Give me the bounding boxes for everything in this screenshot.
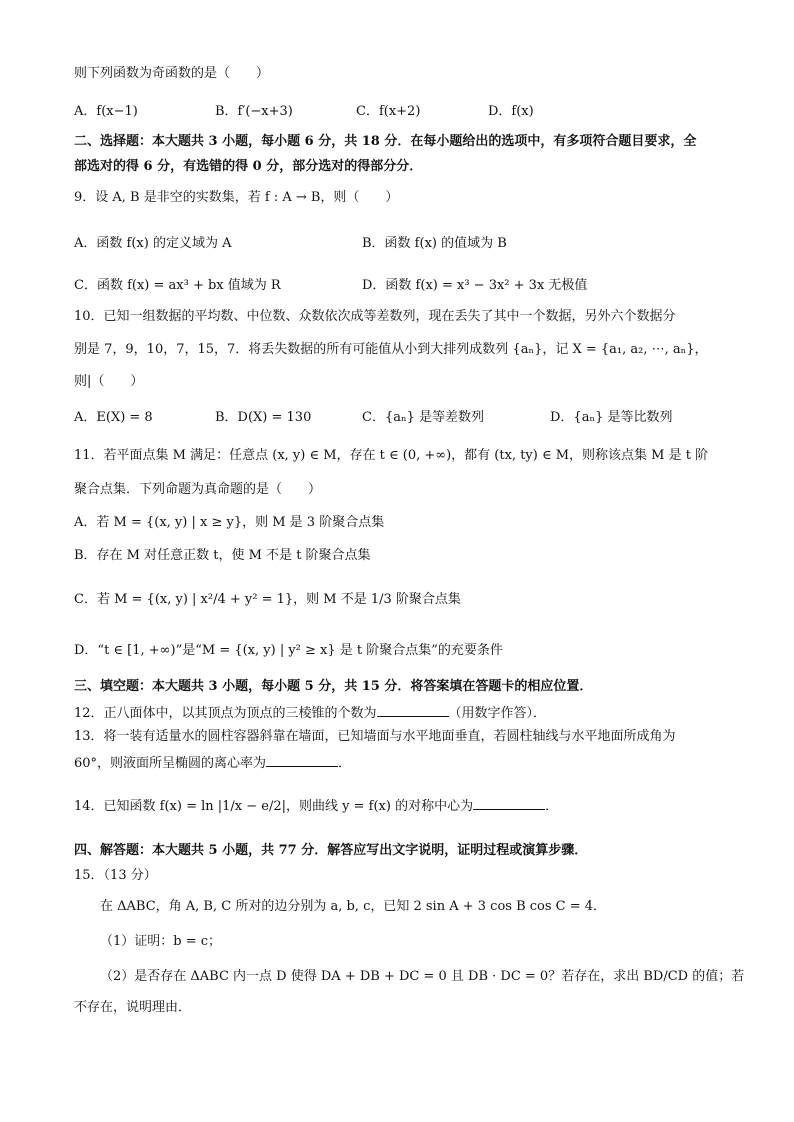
q12-text-after: （用数字作答）． [448,706,547,721]
q10-option-b: B．D(X) = 130 [215,410,312,425]
q8-option-b: B．f′(−x+3) [215,104,293,119]
q15-head: 15．（13 分） [74,868,157,883]
section4-header: 四、解答题：本大题共 5 小题，共 77 分．解答应写出文字说明，证明过程或演算步骤． [74,843,588,858]
q9-option-b: B．函数 f(x) 的值域为 B [362,236,507,251]
q12-text: 12．正八面体中，以其顶点为顶点的三棱锥的个数为 [74,706,377,721]
q14-text: 14．已知函数 f(x) = ln |1/x − e/2|，则曲线 y = f(x) 的对称中心为 [74,799,474,814]
q13-line1: 13．将一装有适量水的圆柱容器斜靠在墙面，已知墙面与水平地面垂直，若圆柱轴线与水平地面所成角为 [74,729,676,744]
q13-text: 60°，则液面所呈椭圆的离心率为 [74,756,267,771]
q11-line2: 聚合点集．下列命题为真命题的是（ ） [74,482,322,497]
section2-header-line2: 部选对的得 6 分，有选错的得 0 分，部分选对的得部分分． [74,159,423,174]
q10-option-d: D．{aₙ} 是等比数列 [550,410,673,425]
q9-stem: 9．设 A, B 是非空的实数集，若 f : A → B，则（ ） [74,190,399,205]
q13-answer-blank [266,754,338,767]
q14-text-after: ． [545,799,559,814]
q12-line [74,704,546,722]
q9-option-c: C．函数 f(x) = ax³ + bx 值域为 R [74,278,281,293]
q10-option-a: A．E(X) = 8 [74,410,153,425]
q15-stem: 在 ΔABC，角 A, B, C 所对的边分别为 a, b, c，已知 2 sin A + 3 cos B cos C = 4． [100,899,607,914]
q8-stem: 则下列函数为奇函数的是（ ） [74,66,270,81]
q10-line3: 则|（ ） [74,374,144,389]
q9-option-d: D．函数 f(x) = x³ − 3x² + 3x 无极值 [362,278,588,293]
q14-answer-blank [473,797,545,810]
q11-option-d: D．“t ∈ [1, +∞)”是“M = {(x, y) | y² ≥ x} 是 t 阶聚合点集”的充要条件 [74,643,503,658]
q15-part1: （1）证明：b = c； [100,934,222,949]
q8-option-a: A．f(x−1) [74,104,138,119]
section2-header-line1: 二、选择题：本大题共 3 小题，每小题 6 分，共 18 分．在每小题给出的选项中，有多项符合题目要求，全 [74,134,697,149]
q11-option-c: C．若 M = {(x, y) | x²/4 + y² = 1}，则 M 不是 1/3 阶聚合点集 [74,592,461,607]
q10-line2: 别是 7，9，10，7，15，7．将丢失数据的所有可能值从小到大排列成数列 {aₙ}，记 X = {a₁, a₂, ⋯, aₙ}， [74,342,708,357]
q11-option-b: B．存在 M 对任意正数 t，使 M 不是 t 阶聚合点集 [74,548,371,563]
q11-option-a: A．若 M = {(x, y) | x ≥ y}，则 M 是 3 阶聚合点集 [74,515,385,530]
q13-line2 [74,754,351,772]
q8-option-c: C．f(x+2) [356,104,421,119]
q10-line1: 10．已知一组数据的平均数、中位数、众数依次成等差数列，现在丢失了其中一个数据，另外六个数据分 [74,309,676,324]
q8-option-d: D．f(x) [488,104,534,119]
q15-part2-line2: 不存在，说明理由． [74,1000,192,1015]
section3-header: 三、填空题：本大题共 3 小题，每小题 5 分，共 15 分．将答案填在答题卡的相应位置． [74,679,593,694]
q15-part2-line1: （2）是否存在 ΔABC 内一点 D 使得 DA + DB + DC = 0 且 DB · DC = 0？若存在，求出 BD/CD 的值；若 [100,969,745,984]
q14-line [74,797,558,815]
q10-option-c: C．{aₙ} 是等差数列 [362,410,484,425]
q11-line1: 11．若平面点集 M 满足：任意点 (x, y) ∈ M，存在 t ∈ (0, +∞)，都有 (tx, ty) ∈ M，则称该点集 M 是 t 阶 [74,448,709,463]
q12-answer-blank [377,704,449,717]
q13-text-after: ． [338,756,352,771]
q9-option-a: A．函数 f(x) 的定义域为 A [74,236,232,251]
